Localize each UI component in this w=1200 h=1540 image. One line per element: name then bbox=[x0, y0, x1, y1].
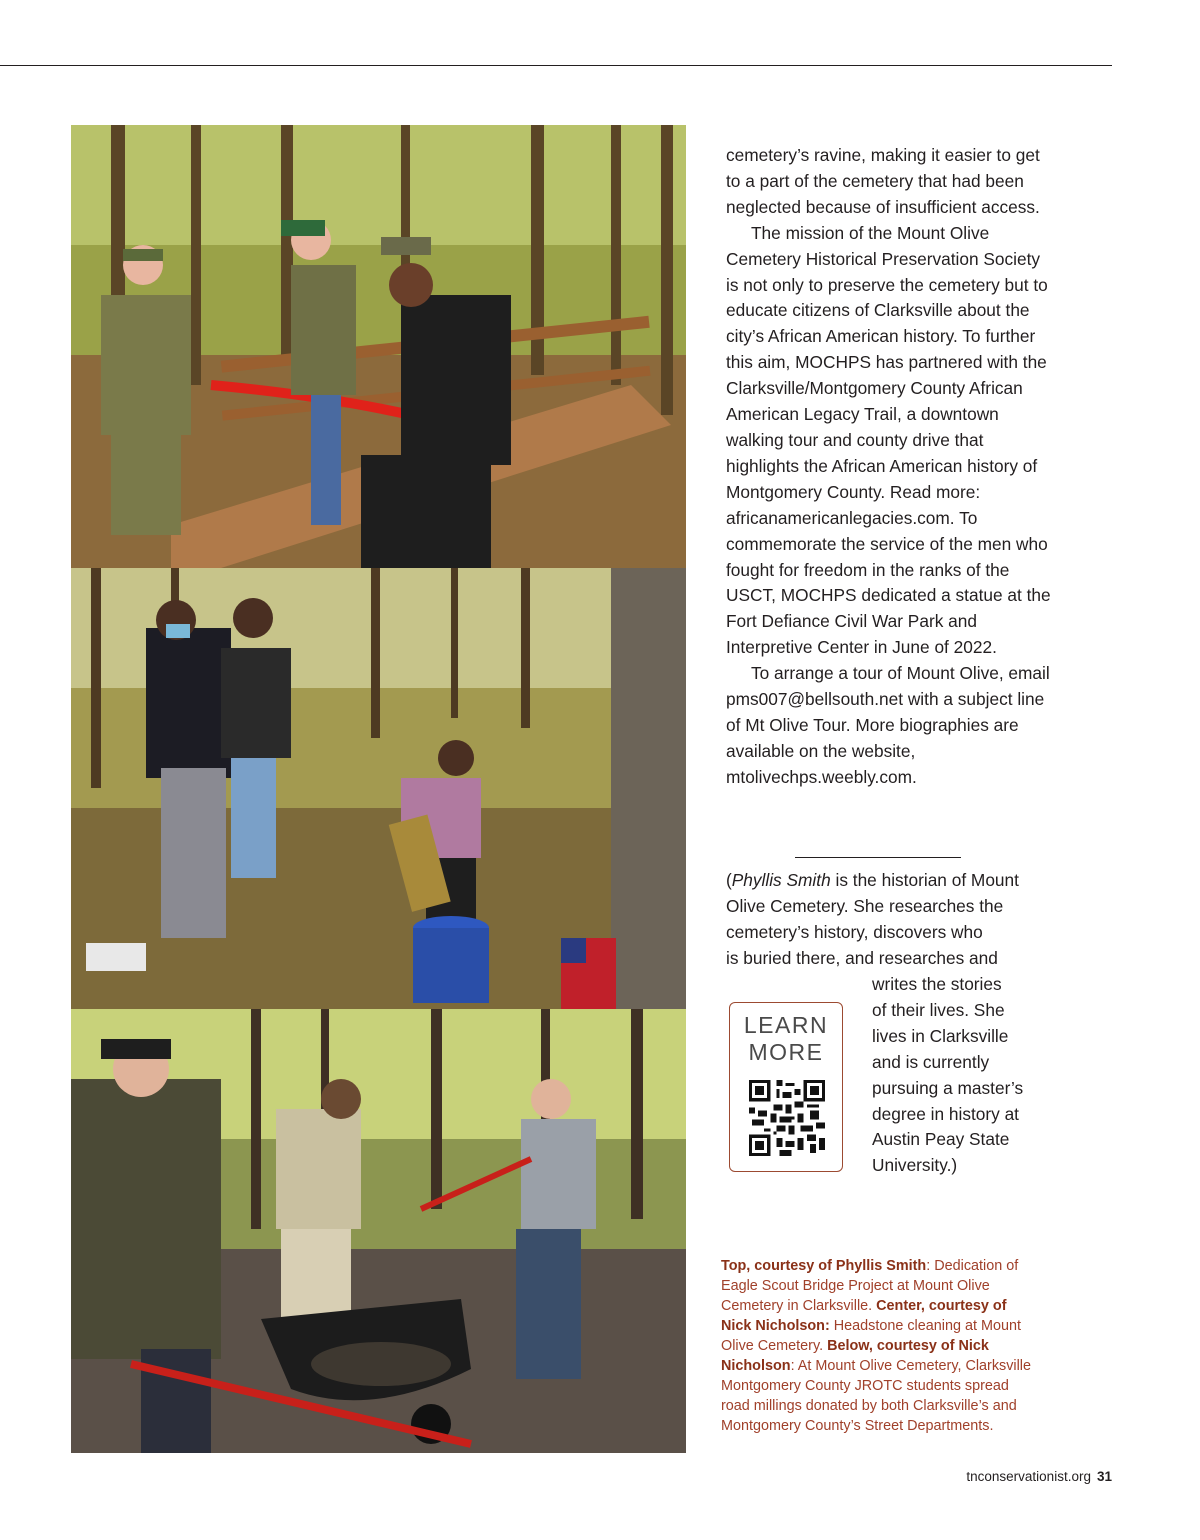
bio-author-name: Phyllis Smith bbox=[731, 870, 831, 890]
caption-text-top: : Dedication of Eagle Scout Bridge Project at Mount Olive Cemetery in Clarksville. bbox=[721, 1258, 1019, 1314]
author-bio-continued bbox=[872, 972, 1052, 1179]
photo-caption bbox=[721, 1256, 1039, 1436]
article-body bbox=[726, 143, 1056, 791]
caption-credit-center: Center, courtesy of Nick Nicholson: bbox=[721, 1298, 1007, 1334]
bio-line: and is currently bbox=[872, 1051, 990, 1072]
qr-code-icon[interactable] bbox=[749, 1080, 825, 1156]
section-divider bbox=[795, 857, 961, 858]
bio-line: University.) bbox=[872, 1155, 958, 1176]
bio-line: writes the stories bbox=[872, 974, 1002, 994]
author-bio bbox=[726, 868, 1056, 972]
learn-more-label: LEARN bbox=[743, 1012, 829, 1038]
photo-headstone-cleaning bbox=[71, 568, 686, 1009]
page-number: 31 bbox=[1096, 1469, 1112, 1484]
article-paragraph: The mission of the Mount Olive Cemetery Historical Preservation Society is not only to preserve the cemetery but to educate citizens of Clarksville about the city’s African American history. To further this aim, MOCHPS has partnered with the Clarksville/Montgomery County African American Legacy Trail, a downtown walking tour and county drive that highlights the African American history of Montgomery County. Read more: africanamericanlegacies.com. To commemorate the service of the men who fought for freedom in the ranks of the USCT, MOCHPS dedicated a statue at the Fort Defiance Civil War Park and Interpretive Center in June of 2022. bbox=[726, 222, 1051, 658]
caption-credit-below: Below, courtesy of Nick Nicholson bbox=[721, 1338, 989, 1374]
page-footer bbox=[966, 1469, 1112, 1484]
article-paragraph: cemetery’s ravine, making it easier to get to a part of the cemetery that had been neglected because of insufficient access. bbox=[726, 145, 1040, 217]
bio-first-line bbox=[726, 868, 1056, 894]
photo-bridge-dedication bbox=[71, 125, 686, 568]
article-paragraph: To arrange a tour of Mount Olive, email pms007@bellsouth.net with a subject line of Mt Olive Tour. More biographies are available on the website, mtolivechps.weebly.com. bbox=[726, 663, 1050, 787]
caption-credit-top: Top, courtesy of Phyllis Smith bbox=[721, 1258, 927, 1274]
bio-line: degree in history at bbox=[872, 1103, 1019, 1124]
bio-line: of their lives. She bbox=[872, 999, 1005, 1020]
caption-text-below: : At Mount Olive Cemetery, Clarksville Montgomery County JROTC students spread road millings donated by both Clarksville’s and Montgomery County’s Street Departments. bbox=[721, 1358, 1032, 1434]
bio-open-paren: ( bbox=[726, 870, 732, 890]
bio-line: is buried there, and researches and bbox=[726, 947, 998, 968]
footer-site: tnconservationist.org bbox=[966, 1469, 1091, 1484]
learn-more-box[interactable] bbox=[729, 1002, 843, 1172]
bio-line: lives in Clarksville bbox=[872, 1025, 1009, 1046]
photo-jrotc-road-millings bbox=[71, 1009, 686, 1453]
bio-line: cemetery’s history, discovers who bbox=[726, 921, 983, 942]
bio-line: Olive Cemetery. She researches the bbox=[726, 895, 1004, 916]
caption-text-center: Headstone cleaning at Mount Olive Cemetery. bbox=[721, 1318, 1021, 1354]
header-rule bbox=[0, 65, 1112, 66]
bio-line: is the historian of Mount bbox=[830, 870, 1019, 890]
bio-line: Austin Peay State bbox=[872, 1129, 1010, 1150]
bio-line: pursuing a master’s bbox=[872, 1077, 1024, 1098]
learn-more-label: MORE bbox=[748, 1039, 824, 1065]
